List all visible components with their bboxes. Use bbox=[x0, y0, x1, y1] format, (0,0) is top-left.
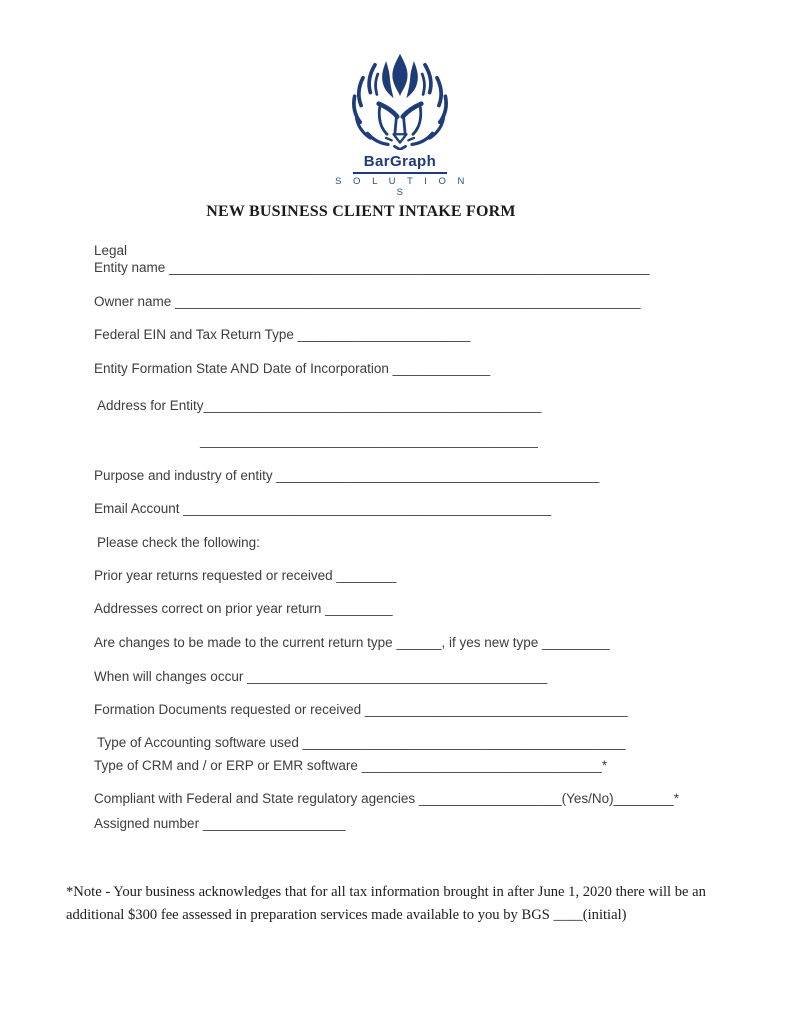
return-type-changes-blank[interactable]: ______ bbox=[396, 635, 442, 650]
crm-software-label: Type of CRM and / or ERP or EMR software bbox=[94, 758, 362, 773]
entity-address-line-2 bbox=[200, 433, 538, 448]
footnote-suffix: (initial) bbox=[582, 907, 627, 923]
compliance-label: Compliant with Federal and State regulatory agencies bbox=[94, 791, 419, 806]
yes-no-blank[interactable]: ________ bbox=[613, 791, 674, 806]
page-title: NEW BUSINESS CLIENT INTAKE FORM bbox=[206, 203, 516, 220]
federal-ein-label: Federal EIN and Tax Return Type bbox=[94, 327, 298, 342]
entity-name-label: Entity name bbox=[94, 260, 170, 275]
return-type-changes-line bbox=[94, 635, 610, 650]
compliance-asterisk: * bbox=[673, 791, 679, 806]
addresses-correct-line bbox=[94, 601, 393, 616]
new-type-label: , if yes new type bbox=[441, 635, 543, 650]
new-type-blank[interactable]: _________ bbox=[542, 635, 610, 650]
footnote-text: *Note - Your business acknowledges that for all tax information brought in after June 1, 2020 there will be an additional $300 fee assessed in preparation services made available to you by BGS bbox=[66, 884, 706, 923]
lion-flame-icon bbox=[342, 50, 458, 150]
assigned-number-line bbox=[94, 816, 345, 831]
crm-software-line bbox=[94, 758, 607, 773]
accounting-software-label: Type of Accounting software used bbox=[97, 735, 303, 750]
crm-asterisk: * bbox=[601, 758, 608, 773]
federal-ein-line bbox=[94, 327, 470, 342]
formation-state-blank[interactable]: _____________ bbox=[392, 361, 491, 376]
addresses-correct-label: Addresses correct on prior year return bbox=[94, 601, 326, 616]
formation-state-line bbox=[94, 361, 490, 376]
purpose-line bbox=[94, 468, 599, 483]
assigned-number-blank[interactable]: ___________________ bbox=[202, 816, 346, 831]
initial-blank[interactable]: ____ bbox=[553, 907, 583, 923]
formation-documents-line bbox=[94, 702, 628, 717]
formation-documents-blank[interactable]: ___________________________________ bbox=[364, 702, 628, 717]
entity-address-label: Address for Entity bbox=[97, 398, 204, 413]
owner-name-blank[interactable]: ______________________________________________________________ bbox=[175, 294, 641, 309]
brand-tagline: S O L U T I O N S bbox=[335, 176, 469, 198]
checklist-heading-label: Please check the following: bbox=[97, 535, 260, 550]
federal-ein-blank[interactable]: _______________________ bbox=[297, 327, 471, 342]
email-blank[interactable]: _________________________________________________ bbox=[183, 501, 552, 516]
yes-no-label: (Yes/No) bbox=[561, 791, 614, 806]
accounting-software-blank[interactable]: ___________________________________________ bbox=[302, 735, 626, 750]
legal-section-label bbox=[94, 243, 127, 258]
assigned-number-label: Assigned number bbox=[94, 816, 203, 831]
checklist-heading bbox=[97, 535, 260, 550]
formation-documents-label: Formation Documents requested or received bbox=[94, 702, 365, 717]
prior-year-returns-line bbox=[94, 568, 396, 583]
prior-year-returns-blank[interactable]: ________ bbox=[336, 568, 397, 583]
email-label: Email Account bbox=[94, 501, 184, 516]
legal-label: Legal bbox=[94, 243, 128, 258]
email-line bbox=[94, 501, 551, 516]
purpose-label: Purpose and industry of entity bbox=[94, 468, 277, 483]
changes-occur-line bbox=[94, 669, 547, 684]
prior-year-returns-label: Prior year returns requested or received bbox=[94, 568, 337, 583]
changes-occur-label: When will changes occur bbox=[94, 669, 248, 684]
entity-address-blank-2[interactable]: _____________________________________________ bbox=[200, 433, 538, 448]
crm-software-blank[interactable]: ________________________________ bbox=[361, 758, 602, 773]
entity-name-blank[interactable]: ________________________________________________________________ bbox=[169, 260, 650, 275]
brand-name: BarGraph bbox=[363, 153, 437, 170]
purpose-blank[interactable]: ___________________________________________ bbox=[276, 468, 600, 483]
addresses-correct-blank[interactable]: _________ bbox=[325, 601, 393, 616]
brand-divider bbox=[353, 172, 447, 174]
entity-name-line bbox=[94, 260, 650, 275]
return-type-changes-label: Are changes to be made to the current return type bbox=[94, 635, 397, 650]
entity-address-blank[interactable]: _____________________________________________ bbox=[203, 398, 542, 413]
entity-address-line bbox=[97, 398, 541, 413]
compliance-line bbox=[94, 791, 679, 806]
owner-name-label: Owner name bbox=[94, 294, 176, 309]
formation-state-label: Entity Formation State AND Date of Incorporation bbox=[94, 361, 393, 376]
compliance-blank[interactable]: ___________________ bbox=[418, 791, 562, 806]
accounting-software-line bbox=[97, 735, 625, 750]
owner-name-line bbox=[94, 294, 641, 309]
changes-occur-blank[interactable]: ________________________________________ bbox=[247, 669, 548, 684]
logo bbox=[330, 50, 470, 198]
footnote bbox=[66, 881, 766, 927]
